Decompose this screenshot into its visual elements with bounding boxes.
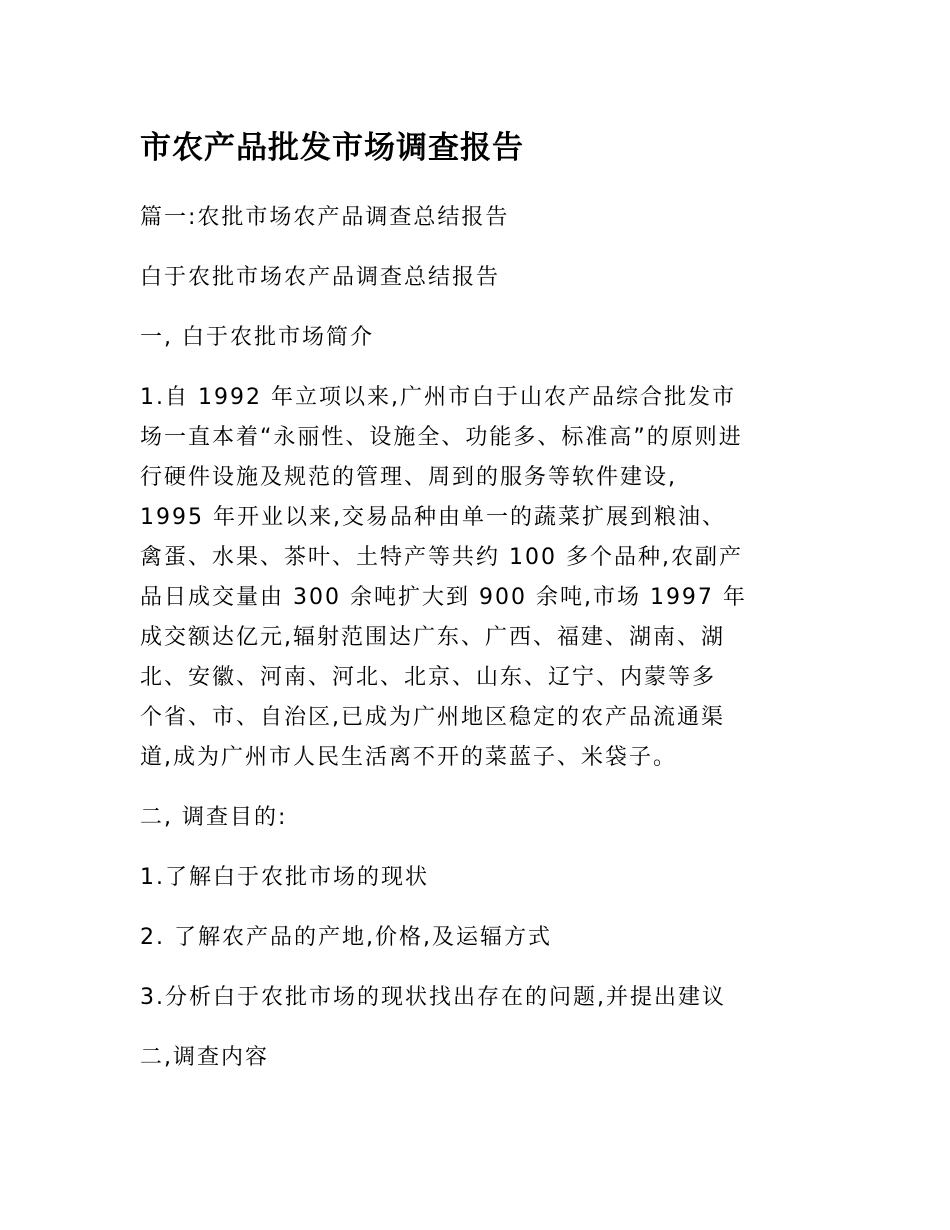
intro-paragraph [140, 378, 820, 778]
document-subtitle: 篇一:农批市场农产品调查总结报告 [140, 205, 510, 230]
objective-item-3: 3.分析白于农批市场的现状找出存在的问题,并提出建议 [140, 985, 726, 1010]
paragraph-line: 成交额达亿元,辐射范围达广东、广西、福建、湖南、湖 [140, 625, 725, 650]
paragraph-line: 场一直本着“永丽性、设施全、功能多、标准高”的原则进 [140, 425, 743, 450]
paragraph-line: 1995 年开业以来,交易品种由单一的蔬菜扩展到粮油、 [140, 505, 726, 530]
paragraph-line: 个省、市、自治区,已成为广州地区稳定的农产品流通渠 [140, 705, 725, 730]
section-heading-intro: 一, 白于农批市场简介 [140, 325, 374, 350]
paragraph-line: 行硬件设施及规范的管理、周到的服务等软件建设, [140, 465, 677, 490]
paragraph-line: 品日成交量由 300 余吨扩大到 900 余吨,市场 1997 年 [140, 585, 747, 610]
paragraph-line: 北、安徽、河南、河北、北京、山东、辽宁、内蒙等多 [140, 665, 717, 690]
document-title: 市农产品批发市场调查报告 [140, 130, 524, 166]
objective-item-1: 1.了解白于农批市场的现状 [140, 865, 429, 890]
paragraph-line: 1.自 1992 年立项以来,广州市白于山农产品综合批发市 [140, 385, 736, 410]
report-heading: 白于农批市场农产品调查总结报告 [140, 265, 501, 290]
section-heading-objectives: 二, 调查目的: [140, 805, 288, 830]
section-heading-content: 二,调查内容 [140, 1045, 269, 1070]
objective-item-2: 2. 了解农产品的产地,价格,及运辐方式 [140, 925, 552, 950]
paragraph-line: 道,成为广州市人民生活离不开的菜蓝子、米袋子。 [140, 745, 677, 770]
paragraph-line: 禽蛋、水果、茶叶、土特产等共约 100 多个品种,农副产 [140, 545, 743, 570]
document-body [140, 118, 820, 1078]
